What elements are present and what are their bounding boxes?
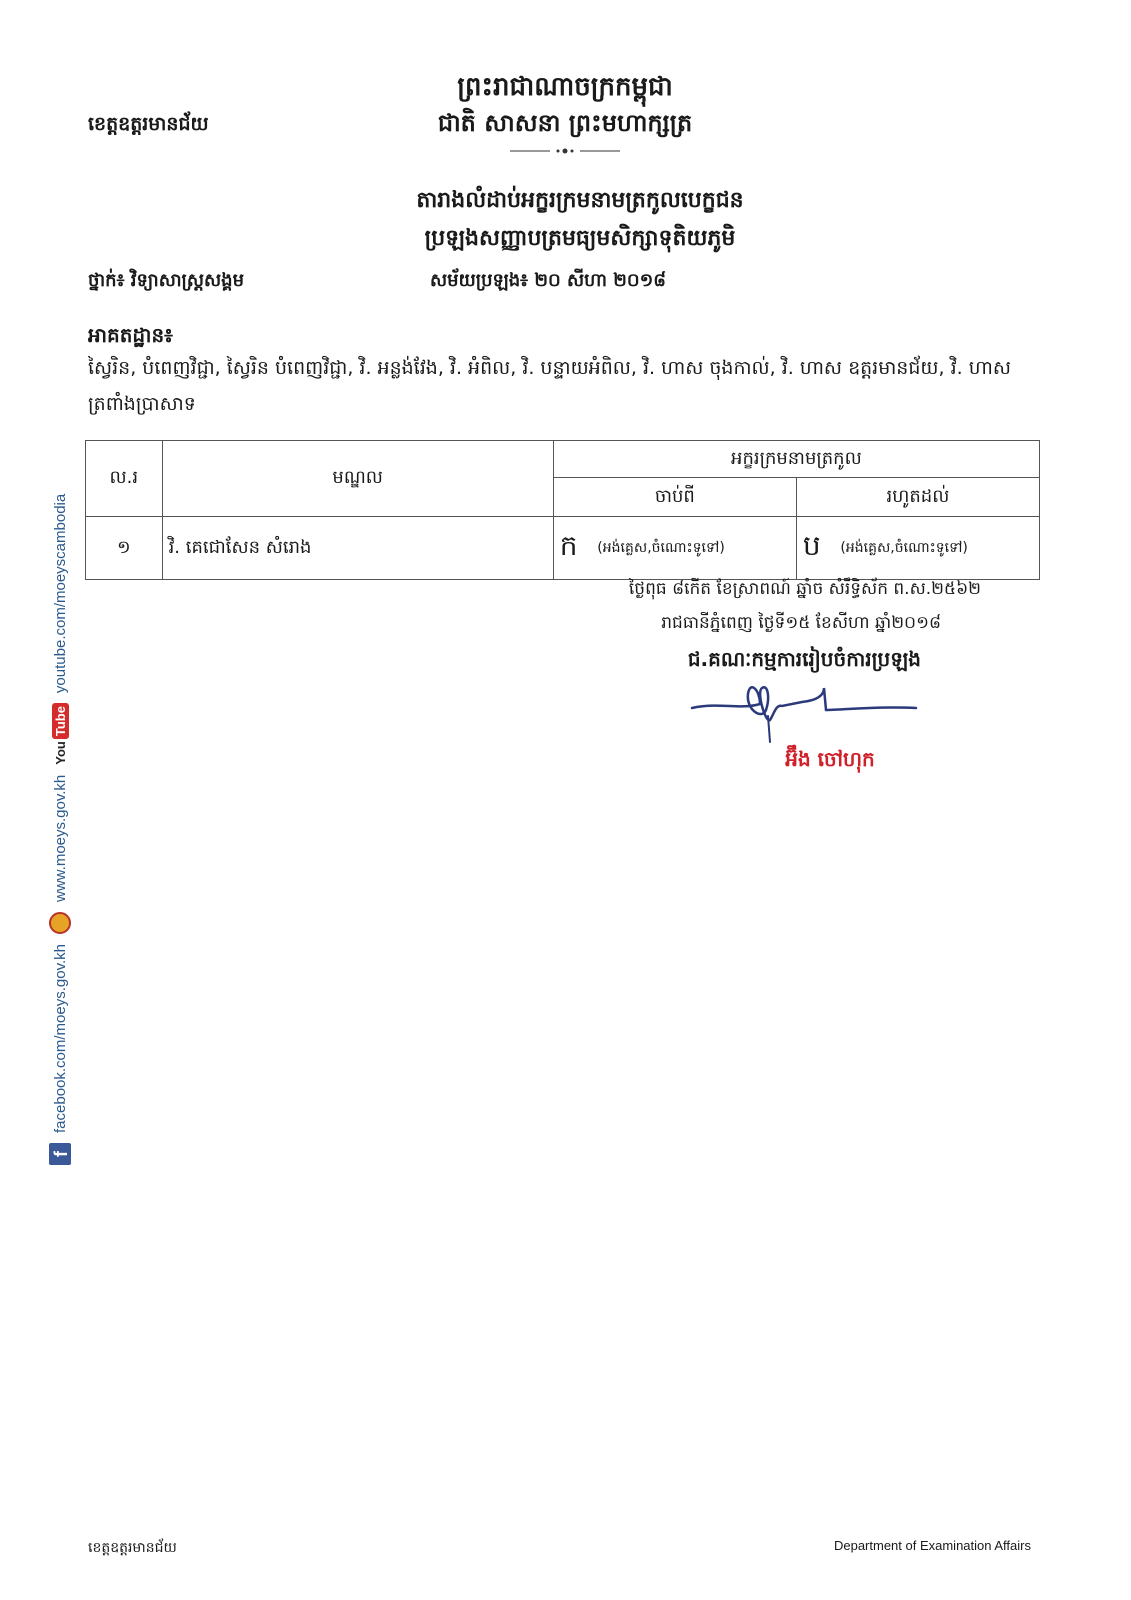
kingdom-title: ព្រះរាជាណាចក្រកម្ពុជា xyxy=(457,72,673,102)
national-motto: ជាតិ សាសនា ព្រះមហាក្សត្រ xyxy=(437,109,693,137)
ministry-emblem-icon xyxy=(49,912,71,934)
facebook-link[interactable]: facebook.com/moeys.gov.kh xyxy=(51,944,69,1133)
youtube-link[interactable]: youtube.com/moeyscambodia xyxy=(51,493,69,694)
table-row xyxy=(86,517,1040,580)
to-note: (អង់គ្លេស,ចំណោះទូទៅ) xyxy=(840,539,968,556)
facebook-icon: f xyxy=(49,1143,71,1165)
footer-department: Department of Examination Affairs xyxy=(833,1538,1031,1553)
centers-list: ស្វៃរិន, បំពេញវិជ្ជា, ស្វៃរិន បំពេញវិជ្ជា, វិ. អន្លង់វែង, វិ. អំពិល, វិ. បន្ទាយអំពិល, វិ. ហាស ចុងកាល់, វិ. ហាស ឧត្តរមានជ័យ, វិ. ហាស ត្រពាំងប្រាសាទ xyxy=(88,357,1011,415)
row-number: ១ xyxy=(86,517,163,580)
column-header-range: អក្ខរក្រមនាមត្រកូល xyxy=(553,441,1039,478)
footer-province: ខេត្តឧត្តរមានជ័យ xyxy=(88,1540,177,1556)
youtube-logo-tube: Tube xyxy=(52,703,69,739)
column-header-center: មណ្ឌល xyxy=(162,441,553,517)
social-sidebar xyxy=(42,405,78,1165)
from-note: (អង់គ្លេស,ចំណោះទូទៅ) xyxy=(597,539,725,556)
website-link[interactable]: www.moeys.gov.kh xyxy=(51,774,69,903)
column-header-from: ចាប់ពី xyxy=(553,478,796,517)
youtube-icon xyxy=(52,703,69,765)
youtube-logo-you: You xyxy=(52,741,68,765)
from-letter: ក xyxy=(559,528,578,562)
lunar-date: ថ្ងៃពុធ ៨កើត ខែស្រាពណ៍ ឆ្នាំច សំរឹទ្ធិស័ក ព.ស.២៥៦២ xyxy=(628,579,981,599)
exam-session-label: សម័យប្រឡង៖ ២០ សីហា ២០១៨ xyxy=(430,270,666,291)
grade-label: ថ្នាក់៖ វិទ្យាសាស្ត្រសង្គម xyxy=(88,270,245,291)
province-label: ខេត្តឧត្តរមានជ័យ xyxy=(88,113,209,135)
document-title-line-1: តារាងលំដាប់អក្ខរក្រមនាមត្រកូលបេក្ខជន xyxy=(416,188,744,213)
signer-name: អ៊ឹង ចៅហុក xyxy=(785,747,875,771)
row-from xyxy=(553,517,796,580)
column-header-to: រហូតដល់ xyxy=(796,478,1039,517)
document-title-line-2: ប្រឡងសញ្ញាបត្រមធ្យមសិក្សាទុតិយភូមិ xyxy=(424,226,736,251)
centers-heading: អាគតដ្ឋាន៖ xyxy=(88,323,173,347)
ornament-divider xyxy=(510,146,620,156)
committee-title: ជ.គណៈកម្មការរៀបចំការប្រឡង xyxy=(687,647,921,671)
alphabet-range-table xyxy=(85,440,1040,580)
signature xyxy=(690,680,920,750)
column-header-number: ល.រ xyxy=(86,441,163,517)
to-letter: ប xyxy=(802,528,821,562)
row-center: វិ. គេជោសែន សំរោង xyxy=(162,517,553,580)
row-to xyxy=(796,517,1039,580)
solar-date: រាជធានីភ្នំពេញ ថ្ងៃទី១៥ ខែសីហា ឆ្នាំ២០១៨ xyxy=(661,613,941,633)
